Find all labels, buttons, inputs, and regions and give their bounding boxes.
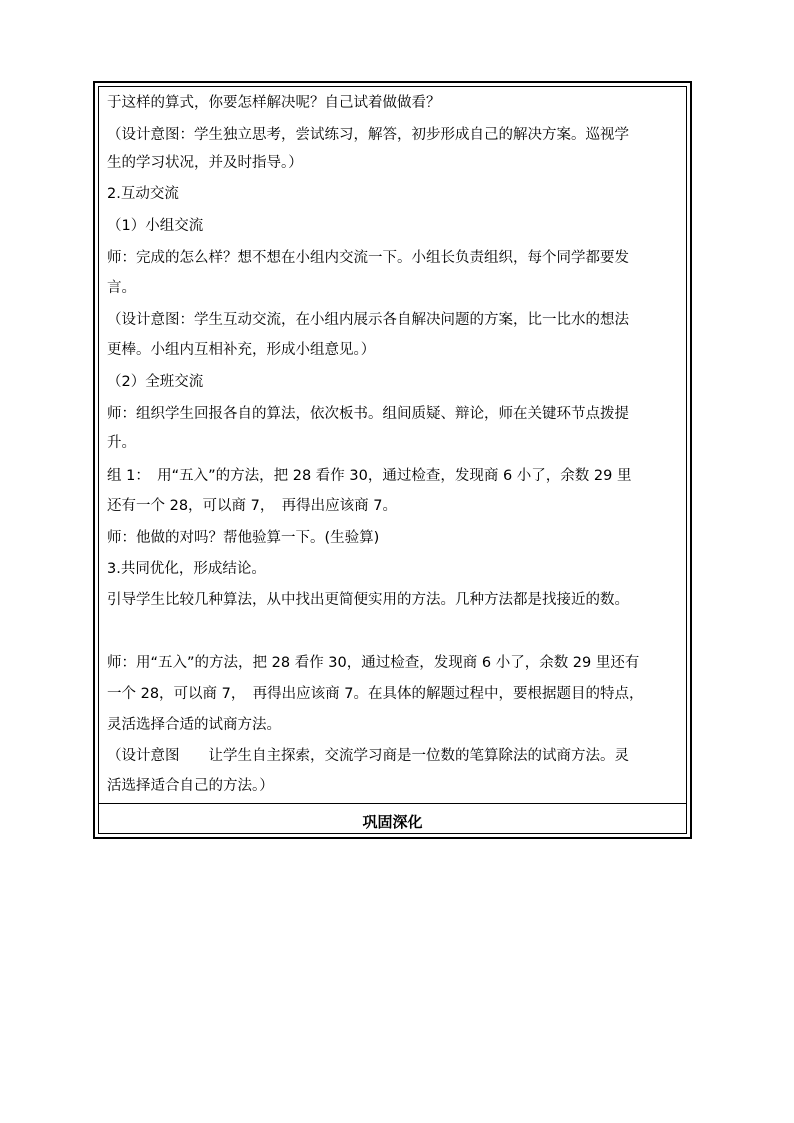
paragraph-line: 升。 [107, 435, 136, 451]
paragraph-line: 3.共同优化，形成结论。 [107, 561, 266, 577]
paragraph-line: 2.互动交流 [107, 186, 179, 202]
paragraph-line: 师：他做的对吗？帮他验算一下。(生验算) [107, 530, 380, 546]
section-title: 巩固深化 [362, 813, 423, 831]
paragraph-line: （2）全班交流 [107, 374, 204, 390]
paragraph-line: 师：组织学生回报各自的算法，依次板书。组间质疑、辩论，师在关键环节点拨提 [107, 406, 629, 422]
paragraph-line: （设计意图 让学生自主探索，交流学习商是一位数的笔算除法的试商方法。灵 [107, 748, 629, 764]
paragraph-line: 师：完成的怎么样？想不想在小组内交流一下。小组长负责组织，每个同学都要发 [107, 250, 629, 266]
paragraph-line: （设计意图：学生互动交流，在小组内展示各自解决问题的方案，比一比水的想法 [107, 312, 629, 328]
paragraph-line: 一个 28，可以商 7， 再得出应该商 7。在具体的解题过程中，要根据题目的特点， [107, 686, 644, 702]
paragraph-line: （1）小组交流 [107, 218, 204, 234]
paragraph-line: 灵活选择合适的试商方法。 [107, 717, 281, 733]
paragraph-line: 还有一个 28，可以商 7， 再得出应该商 7。 [107, 498, 397, 514]
paragraph-line: 于这样的算式，你要怎样解决呢？自己试着做做看？ [107, 95, 441, 111]
paragraph-line: 更棒。小组内互相补充，形成小组意见。） [107, 342, 376, 358]
paragraph-line: 活选择适合自己的方法。） [107, 778, 274, 794]
paragraph-line: 引导学生比较几种算法，从中找出更简便实用的方法。几种方法都是找接近的数。 [107, 592, 629, 608]
paragraph-line: （设计意图：学生独立思考，尝试练习，解答，初步形成自己的解决方案。巡视学 [107, 127, 629, 143]
paragraph-line: 生的学习状况，并及时指导。） [107, 155, 303, 171]
paragraph-line: 师：用“五入”的方法，把 28 看作 30，通过检查，发现商 6 小了，余数 29 里还有 [107, 655, 640, 671]
table-inner-border [98, 86, 687, 834]
lesson-table [93, 81, 692, 839]
paragraph-line: 组 1： 用“五入”的方法，把 28 看作 30，通过检查，发现商 6 小了，余数 29 里 [107, 468, 632, 484]
lesson-content-cell [99, 87, 686, 804]
paragraph-line: 言。 [107, 280, 136, 296]
